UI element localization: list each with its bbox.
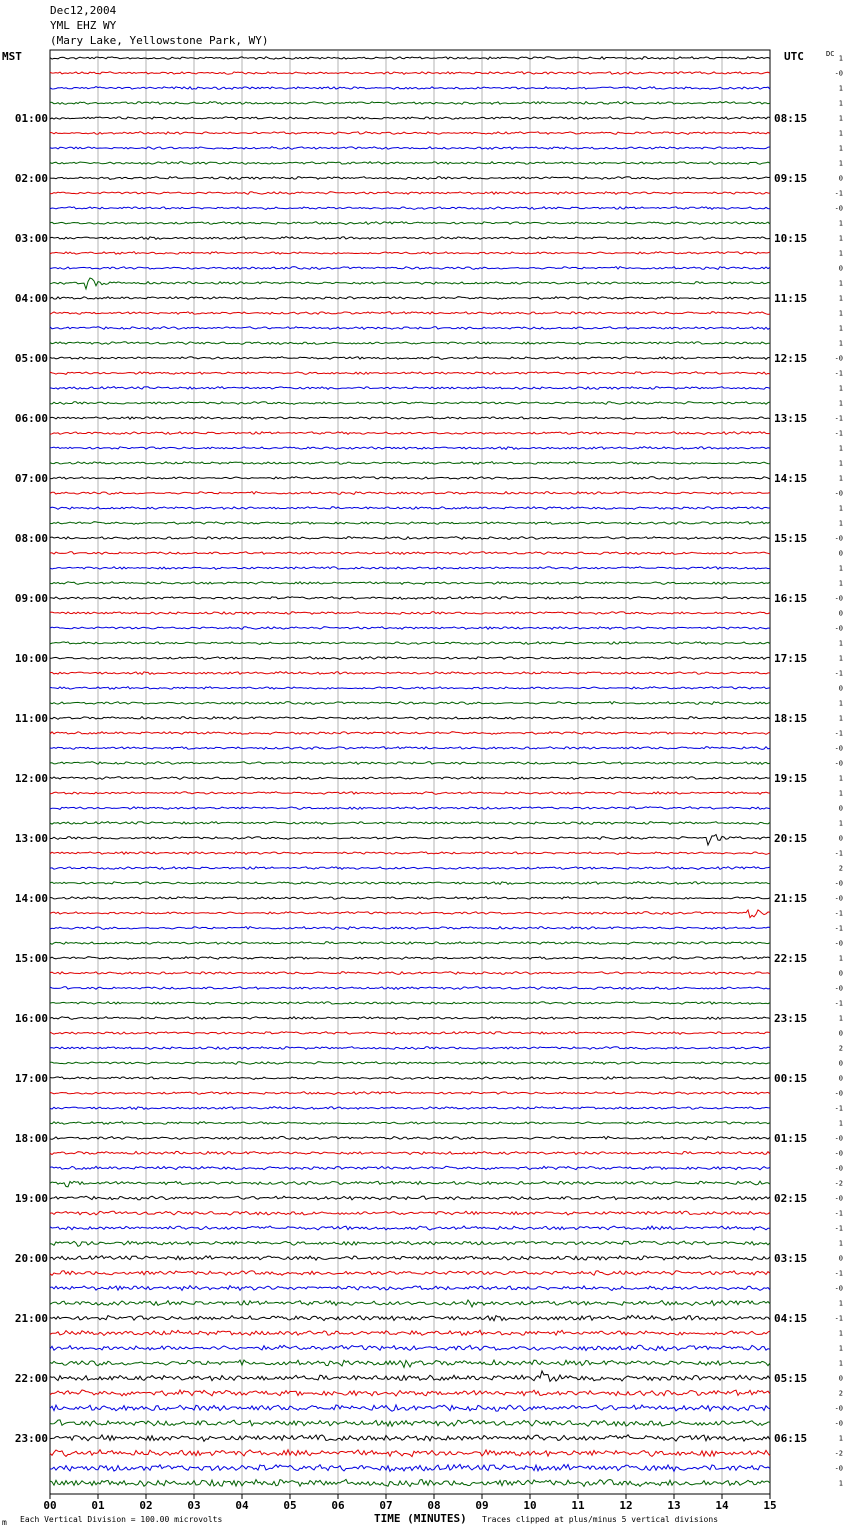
dc-offset-value: 0 [838, 549, 843, 558]
seismic-trace [50, 1032, 770, 1035]
seismic-trace [50, 1479, 770, 1486]
seismic-trace [50, 672, 770, 675]
dc-offset-value: 1 [838, 129, 843, 138]
dc-offset-value: -0 [834, 894, 843, 903]
utc-hour-label: 04:15 [774, 1312, 808, 1325]
seismic-trace [50, 987, 770, 990]
dc-offset-value: -0 [834, 1284, 843, 1293]
seismic-trace [50, 972, 770, 975]
utc-hour-label: 16:15 [774, 592, 808, 605]
x-tick-label: 06 [331, 1499, 345, 1512]
dc-offset-value: 0 [838, 834, 843, 843]
utc-hour-label: 06:15 [774, 1432, 808, 1445]
seismic-trace [50, 627, 770, 630]
mst-hour-label: 03:00 [14, 232, 48, 245]
seismic-trace [50, 942, 770, 945]
dc-offset-value: -1 [834, 729, 843, 738]
dc-offset-value: 0 [838, 264, 843, 273]
seismic-trace [50, 582, 770, 585]
dc-offset-value: 1 [838, 1014, 843, 1023]
seismic-trace [50, 597, 770, 600]
seismic-trace [50, 402, 770, 405]
mst-hour-label: 22:00 [14, 1372, 48, 1385]
seismic-trace [50, 1330, 770, 1335]
utc-hour-label: 01:15 [774, 1132, 808, 1145]
utc-hour-label: 15:15 [774, 532, 808, 545]
mst-hour-label: 13:00 [14, 832, 48, 845]
dc-offset-value: -0 [834, 939, 843, 948]
dc-offset-value: 0 [838, 969, 843, 978]
seismic-trace [50, 147, 770, 150]
mst-hour-label: 17:00 [14, 1072, 48, 1085]
seismic-trace [50, 492, 770, 495]
dc-offset-value: 0 [838, 804, 843, 813]
dc-offset-value: 1 [838, 564, 843, 573]
dc-offset-value: 1 [838, 144, 843, 153]
seismic-trace [50, 278, 770, 289]
dc-offset-value: 1 [838, 309, 843, 318]
utc-hour-label: 11:15 [774, 292, 808, 305]
dc-offset-value: -0 [834, 1164, 843, 1173]
dc-offset-value: -1 [834, 924, 843, 933]
seismic-trace [50, 372, 770, 375]
dc-offset-value: 2 [838, 1389, 843, 1398]
dc-offset-value: -0 [834, 534, 843, 543]
seismic-trace [50, 910, 770, 918]
utc-hour-label: 23:15 [774, 1012, 808, 1025]
mst-hour-label: 01:00 [14, 112, 48, 125]
x-tick-label: 00 [43, 1499, 57, 1512]
seismic-trace [50, 702, 770, 705]
dc-offset-value: 1 [838, 714, 843, 723]
seismic-trace [50, 162, 770, 165]
seismic-trace [50, 642, 770, 645]
dc-offset-value: 1 [838, 114, 843, 123]
utc-hour-label: 20:15 [774, 832, 808, 845]
utc-hour-label: 22:15 [774, 952, 808, 965]
seismic-trace [50, 342, 770, 345]
seismic-trace [50, 507, 770, 510]
dc-offset-value: 1 [838, 324, 843, 333]
utc-hour-label: 08:15 [774, 112, 808, 125]
seismic-trace [50, 1300, 770, 1307]
seismic-trace [50, 687, 770, 690]
dc-offset-value: -0 [834, 1419, 843, 1428]
seismic-trace [50, 1241, 770, 1246]
seismic-trace [50, 657, 770, 660]
mst-hour-label: 10:00 [14, 652, 48, 665]
seismic-trace [50, 462, 770, 465]
mst-hour-label: 02:00 [14, 172, 48, 185]
mst-hour-label: 18:00 [14, 1132, 48, 1145]
seismic-trace [50, 762, 770, 765]
x-tick-label: 03 [187, 1499, 201, 1512]
dc-offset-value: -1 [834, 1104, 843, 1113]
seismic-trace [50, 567, 770, 570]
x-tick-label: 11 [571, 1499, 585, 1512]
seismic-trace [50, 807, 770, 810]
dc-offset-value: 1 [838, 444, 843, 453]
seismic-trace [50, 522, 770, 525]
seismic-trace [50, 1464, 770, 1471]
dc-offset-value: 1 [838, 279, 843, 288]
utc-hour-label: 14:15 [774, 472, 808, 485]
dc-offset-value: 1 [838, 699, 843, 708]
seismic-trace [50, 1092, 770, 1095]
dc-offset-value: -1 [834, 189, 843, 198]
dc-offset-value: 1 [838, 819, 843, 828]
dc-offset-value: 1 [838, 339, 843, 348]
dc-offset-value: -1 [834, 999, 843, 1008]
mst-hour-label: 04:00 [14, 292, 48, 305]
dc-offset-value: -1 [834, 669, 843, 678]
seismic-trace [50, 1002, 770, 1005]
mst-hour-label: 14:00 [14, 892, 48, 905]
dc-offset-value: 1 [838, 519, 843, 528]
seismic-trace [50, 357, 770, 360]
dc-offset-value: -0 [834, 489, 843, 498]
dc-offset-value: 0 [838, 1254, 843, 1263]
utc-hour-label: 17:15 [774, 652, 808, 665]
dc-offset-header: DC [826, 50, 835, 58]
seismic-trace [50, 102, 770, 105]
dc-offset-value: 0 [838, 1074, 843, 1083]
seismic-trace [50, 882, 770, 885]
dc-offset-value: -1 [834, 369, 843, 378]
dc-offset-value: 0 [838, 684, 843, 693]
dc-offset-value: -2 [834, 1449, 843, 1458]
seismic-trace [50, 835, 770, 846]
seismic-trace [50, 1226, 770, 1230]
seismic-trace [50, 57, 770, 60]
dc-offset-value: -0 [834, 879, 843, 888]
dc-offset-value: 1 [838, 579, 843, 588]
x-tick-label: 02 [139, 1499, 153, 1512]
dc-offset-value: 1 [838, 1479, 843, 1488]
dc-offset-value: 1 [838, 1434, 843, 1443]
mst-hour-label: 21:00 [14, 1312, 48, 1325]
dc-offset-value: 1 [838, 294, 843, 303]
mst-hour-label: 05:00 [14, 352, 48, 365]
utc-hour-label: 12:15 [774, 352, 808, 365]
dc-offset-value: -0 [834, 744, 843, 753]
seismic-trace [50, 1435, 770, 1442]
seismic-trace [50, 117, 770, 120]
seismic-trace [50, 222, 770, 225]
scale-marker: m [2, 1518, 7, 1527]
seismic-trace [50, 717, 770, 720]
seismic-trace [50, 237, 770, 240]
dc-offset-value: 1 [838, 1299, 843, 1308]
seismic-trace [50, 867, 770, 870]
dc-offset-value: -0 [834, 1149, 843, 1158]
x-tick-label: 01 [91, 1499, 105, 1512]
seismic-trace [50, 1196, 770, 1200]
seismic-trace [50, 822, 770, 825]
seismic-trace [50, 387, 770, 390]
x-tick-label: 15 [763, 1499, 777, 1512]
dc-offset-value: 1 [838, 234, 843, 243]
dc-offset-value: 1 [838, 639, 843, 648]
dc-offset-value: -1 [834, 909, 843, 918]
dc-offset-value: 2 [838, 864, 843, 873]
seismic-trace [50, 1420, 770, 1426]
seismic-trace [50, 1062, 770, 1065]
seismic-trace [50, 432, 770, 435]
seismic-trace [50, 1405, 770, 1411]
utc-hour-label: 09:15 [774, 172, 808, 185]
dc-offset-value: 0 [838, 174, 843, 183]
dc-offset-value: 1 [838, 654, 843, 663]
seismic-trace [50, 417, 770, 420]
dc-offset-value: -0 [834, 1194, 843, 1203]
utc-hour-label: 10:15 [774, 232, 808, 245]
dc-offset-value: 0 [838, 609, 843, 618]
dc-offset-value: 1 [838, 99, 843, 108]
dc-offset-value: -0 [834, 69, 843, 78]
utc-hour-label: 03:15 [774, 1252, 808, 1265]
seismic-trace [50, 1345, 770, 1351]
dc-offset-value: 1 [838, 789, 843, 798]
seismic-trace [50, 537, 770, 540]
mst-hour-label: 08:00 [14, 532, 48, 545]
x-tick-label: 05 [283, 1499, 297, 1512]
seismic-trace [50, 477, 770, 480]
seismic-trace [50, 312, 770, 315]
x-tick-label: 14 [715, 1499, 729, 1512]
seismic-trace [50, 1450, 770, 1457]
station-location: (Mary Lake, Yellowstone Park, WY) [50, 34, 269, 47]
seismic-trace [50, 1136, 770, 1139]
mst-hour-label: 20:00 [14, 1252, 48, 1265]
right-timezone-label: UTC [784, 50, 804, 63]
dc-offset-value: -0 [834, 1089, 843, 1098]
dc-offset-value: -0 [834, 594, 843, 603]
seismic-trace [50, 1371, 770, 1382]
dc-offset-value: -0 [834, 354, 843, 363]
dc-offset-value: 1 [838, 84, 843, 93]
utc-hour-label: 05:15 [774, 1372, 808, 1385]
seismic-trace [50, 1017, 770, 1020]
x-axis-title: TIME (MINUTES) [374, 1512, 467, 1525]
utc-hour-label: 02:15 [774, 1192, 808, 1205]
dc-offset-value: 1 [838, 459, 843, 468]
seismic-trace [50, 1077, 770, 1080]
seismic-trace [50, 1315, 770, 1320]
seismic-trace [50, 1271, 770, 1276]
seismic-trace [50, 1122, 770, 1125]
seismic-trace [50, 1151, 770, 1154]
mst-hour-label: 15:00 [14, 952, 48, 965]
utc-hour-label: 00:15 [774, 1072, 808, 1085]
seismic-trace [50, 957, 770, 960]
seismic-trace [50, 1166, 770, 1169]
seismic-trace [50, 1047, 770, 1050]
dc-offset-value: 0 [838, 1374, 843, 1383]
seismic-trace [50, 177, 770, 180]
dc-offset-value: -1 [834, 849, 843, 858]
dc-offset-value: 1 [838, 1344, 843, 1353]
dc-offset-value: 1 [838, 159, 843, 168]
mst-hour-label: 07:00 [14, 472, 48, 485]
dc-offset-value: -0 [834, 204, 843, 213]
dc-offset-value: 0 [838, 1059, 843, 1068]
seismic-trace [50, 87, 770, 90]
dc-offset-value: 1 [838, 474, 843, 483]
dc-offset-value: -2 [834, 1179, 843, 1188]
seismic-trace [50, 612, 770, 615]
seismic-trace [50, 447, 770, 450]
dc-offset-value: 2 [838, 1044, 843, 1053]
mst-hour-label: 12:00 [14, 772, 48, 785]
x-tick-label: 10 [523, 1499, 537, 1512]
mst-hour-label: 23:00 [14, 1432, 48, 1445]
dc-offset-value: 1 [838, 219, 843, 228]
seismic-trace [50, 1181, 770, 1187]
x-tick-label: 13 [667, 1499, 681, 1512]
dc-offset-value: 1 [838, 399, 843, 408]
plot-date: Dec12,2004 [50, 4, 117, 17]
dc-offset-value: 1 [838, 384, 843, 393]
seismic-trace [50, 207, 770, 210]
seismic-trace [50, 1390, 770, 1396]
left-timezone-label: MST [2, 50, 22, 63]
x-tick-label: 12 [619, 1499, 633, 1512]
seismic-trace [50, 252, 770, 255]
dc-offset-value: 1 [838, 1119, 843, 1128]
dc-offset-value: -0 [834, 759, 843, 768]
dc-offset-value: 1 [838, 249, 843, 258]
x-tick-label: 07 [379, 1499, 393, 1512]
dc-offset-value: -1 [834, 1314, 843, 1323]
station-code: YML EHZ WY [50, 19, 117, 32]
seismic-trace [50, 927, 770, 930]
dc-offset-value: 1 [838, 774, 843, 783]
dc-offset-value: -1 [834, 1209, 843, 1218]
seismic-trace [50, 777, 770, 780]
seismic-trace [50, 327, 770, 330]
utc-hour-label: 18:15 [774, 712, 808, 725]
seismic-trace [50, 192, 770, 195]
utc-hour-label: 21:15 [774, 892, 808, 905]
mst-hour-label: 09:00 [14, 592, 48, 605]
mst-hour-label: 16:00 [14, 1012, 48, 1025]
dc-offset-value: 1 [838, 1359, 843, 1368]
dc-offset-value: -1 [834, 414, 843, 423]
seismic-trace [50, 72, 770, 75]
seismic-trace [50, 267, 770, 270]
x-tick-label: 08 [427, 1499, 441, 1512]
x-tick-label: 04 [235, 1499, 249, 1512]
dc-offset-value: 1 [838, 1329, 843, 1338]
utc-hour-label: 13:15 [774, 412, 808, 425]
scale-note: Each Vertical Division = 100.00 microvolts [20, 1515, 223, 1524]
x-tick-label: 09 [475, 1499, 489, 1512]
seismic-trace [50, 792, 770, 795]
seismic-trace [50, 1211, 770, 1215]
dc-offset-value: 1 [838, 54, 843, 63]
clip-note: Traces clipped at plus/minus 5 vertical divisions [482, 1515, 719, 1524]
mst-hour-label: 11:00 [14, 712, 48, 725]
dc-offset-value: -1 [834, 429, 843, 438]
seismic-trace [50, 1286, 770, 1291]
dc-offset-value: -1 [834, 1269, 843, 1278]
seismic-trace [50, 897, 770, 900]
seismic-trace [50, 732, 770, 735]
seismic-trace [50, 1107, 770, 1110]
dc-offset-value: 1 [838, 504, 843, 513]
mst-hour-label: 19:00 [14, 1192, 48, 1205]
seismic-trace [50, 132, 770, 135]
mst-hour-label: 06:00 [14, 412, 48, 425]
seismic-trace [50, 1360, 770, 1367]
seismic-trace [50, 1256, 770, 1260]
dc-offset-value: -1 [834, 1224, 843, 1233]
dc-offset-value: 1 [838, 954, 843, 963]
plot-frame [50, 50, 770, 1494]
seismic-trace [50, 552, 770, 555]
seismic-trace [50, 852, 770, 855]
dc-offset-value: -0 [834, 1134, 843, 1143]
dc-offset-value: 0 [838, 1029, 843, 1038]
dc-offset-value: -0 [834, 624, 843, 633]
dc-offset-value: 1 [838, 1239, 843, 1248]
dc-offset-value: -0 [834, 984, 843, 993]
seismic-trace [50, 747, 770, 750]
dc-offset-value: -0 [834, 1464, 843, 1473]
dc-offset-value: -0 [834, 1404, 843, 1413]
utc-hour-label: 19:15 [774, 772, 808, 785]
seismic-trace [50, 297, 770, 300]
